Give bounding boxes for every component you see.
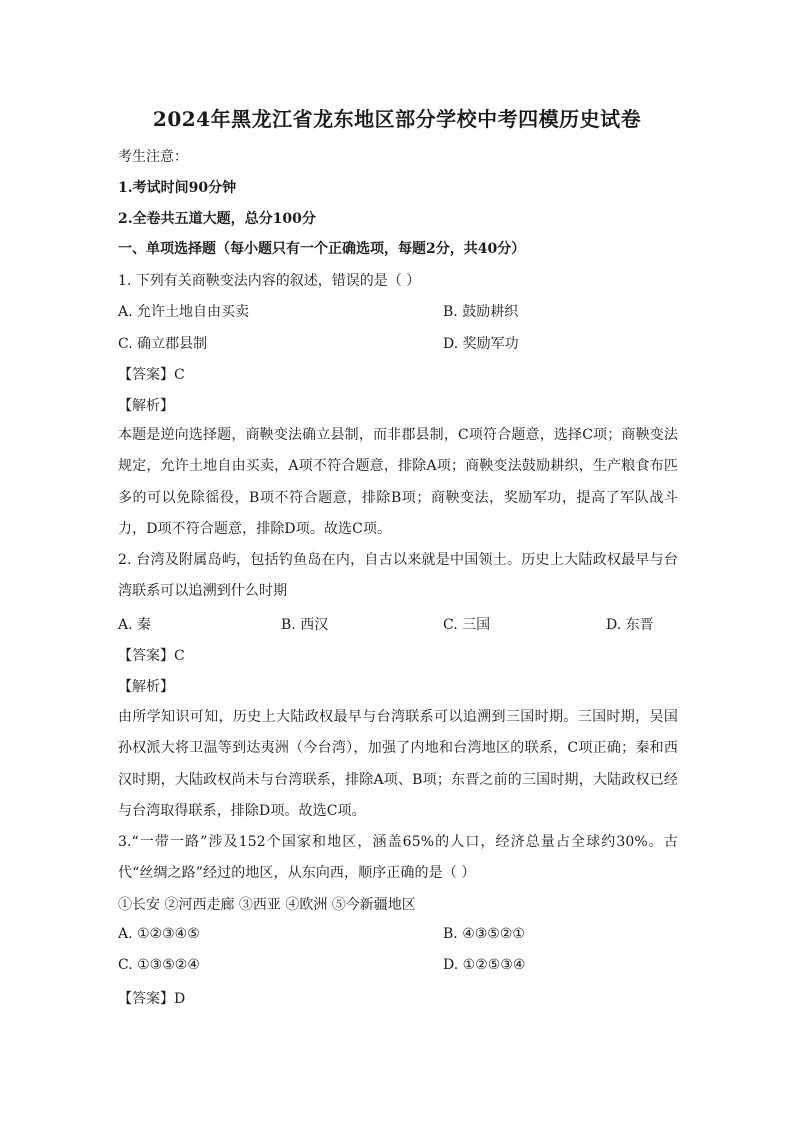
question-2-option-d: D. 东晋 bbox=[606, 617, 654, 633]
notice-item-1: 1.考试时间90分钟 bbox=[118, 180, 237, 196]
question-2-option-c: C. 三国 bbox=[443, 617, 491, 633]
question-2-option-b: B. 西汉 bbox=[281, 617, 329, 633]
question-3-stem: 3.“一带一路”涉及152个国家和地区，涵盖65%的人口，经济总量占全球约30%。古代“丝绸之路”经过的地区，从东向西，顺序正确的是（ ） bbox=[118, 834, 678, 882]
question-3-option-c: C. ①③⑤②④ bbox=[118, 957, 200, 973]
question-3-answer: 【答案】D bbox=[118, 991, 186, 1007]
question-2-answer: 【答案】C bbox=[118, 648, 185, 664]
question-1-analysis: 本题是逆向选择题，商鞅变法确立县制，而非郡县制，C项符合题意，选择C项；商鞅变法规定，允许土地自由买卖，A项不符合题意，排除A项；商鞅变法鼓励耕织，生产粮食布匹多的可以免除徭役，B项不符合题意，排除B项；商鞅变法，奖励军功，提高了军队战斗力，D项不符合题意，排除D项。故选C项。 bbox=[118, 427, 678, 538]
question-1-analysis-label: 【解析】 bbox=[118, 398, 174, 414]
question-1-option-d: D. 奖励军功 bbox=[443, 336, 519, 352]
question-1-answer: 【答案】C bbox=[118, 367, 185, 383]
question-1-option-b: B. 鼓励耕织 bbox=[443, 304, 519, 320]
question-2-analysis-label: 【解析】 bbox=[118, 679, 174, 695]
question-1-option-a: A. 允许土地自由买卖 bbox=[118, 304, 250, 320]
notice-heading: 考生注意： bbox=[118, 149, 188, 165]
question-3-option-a: A. ①②③④⑤ bbox=[118, 926, 200, 942]
question-1-option-c: C. 确立郡县制 bbox=[118, 336, 208, 352]
question-1-stem: 1. 下列有关商鞅变法内容的叙述，错误的是（ ） bbox=[118, 273, 421, 289]
question-2-analysis: 由所学知识可知，历史上大陆政权最早与台湾联系可以追溯到三国时期。三国时期，吴国孙权派大将卫温等到达夷洲（今台湾），加强了内地和台湾地区的联系，C项正确；秦和西汉时期，大陆政权尚未与台湾联系，排除A项、B项；东晋之前的三国时期，大陆政权已经与台湾取得联系，排除D项。故选C项。 bbox=[118, 709, 678, 820]
question-3-items: ①长安 ②河西走廊 ③西亚 ④欧洲 ⑤今新疆地区 bbox=[118, 897, 416, 913]
question-2-stem: 2. 台湾及附属岛屿，包括钓鱼岛在内，自古以来就是中国领土。历史上大陆政权最早与台湾联系可以追溯到什么时期 bbox=[118, 552, 678, 600]
page-title: 2024年黑龙江省龙东地区部分学校中考四模历史试卷 bbox=[152, 107, 642, 131]
question-3-option-b: B. ④③⑤②① bbox=[443, 926, 525, 942]
notice-item-2: 2.全卷共五道大题，总分100分 bbox=[118, 211, 316, 227]
section-heading: 一、单项选择题（每小题只有一个正确选项，每题2分，共40分） bbox=[118, 241, 526, 257]
question-2-option-a: A. 秦 bbox=[118, 617, 152, 633]
question-3-option-d: D. ①②⑤③④ bbox=[443, 957, 526, 973]
